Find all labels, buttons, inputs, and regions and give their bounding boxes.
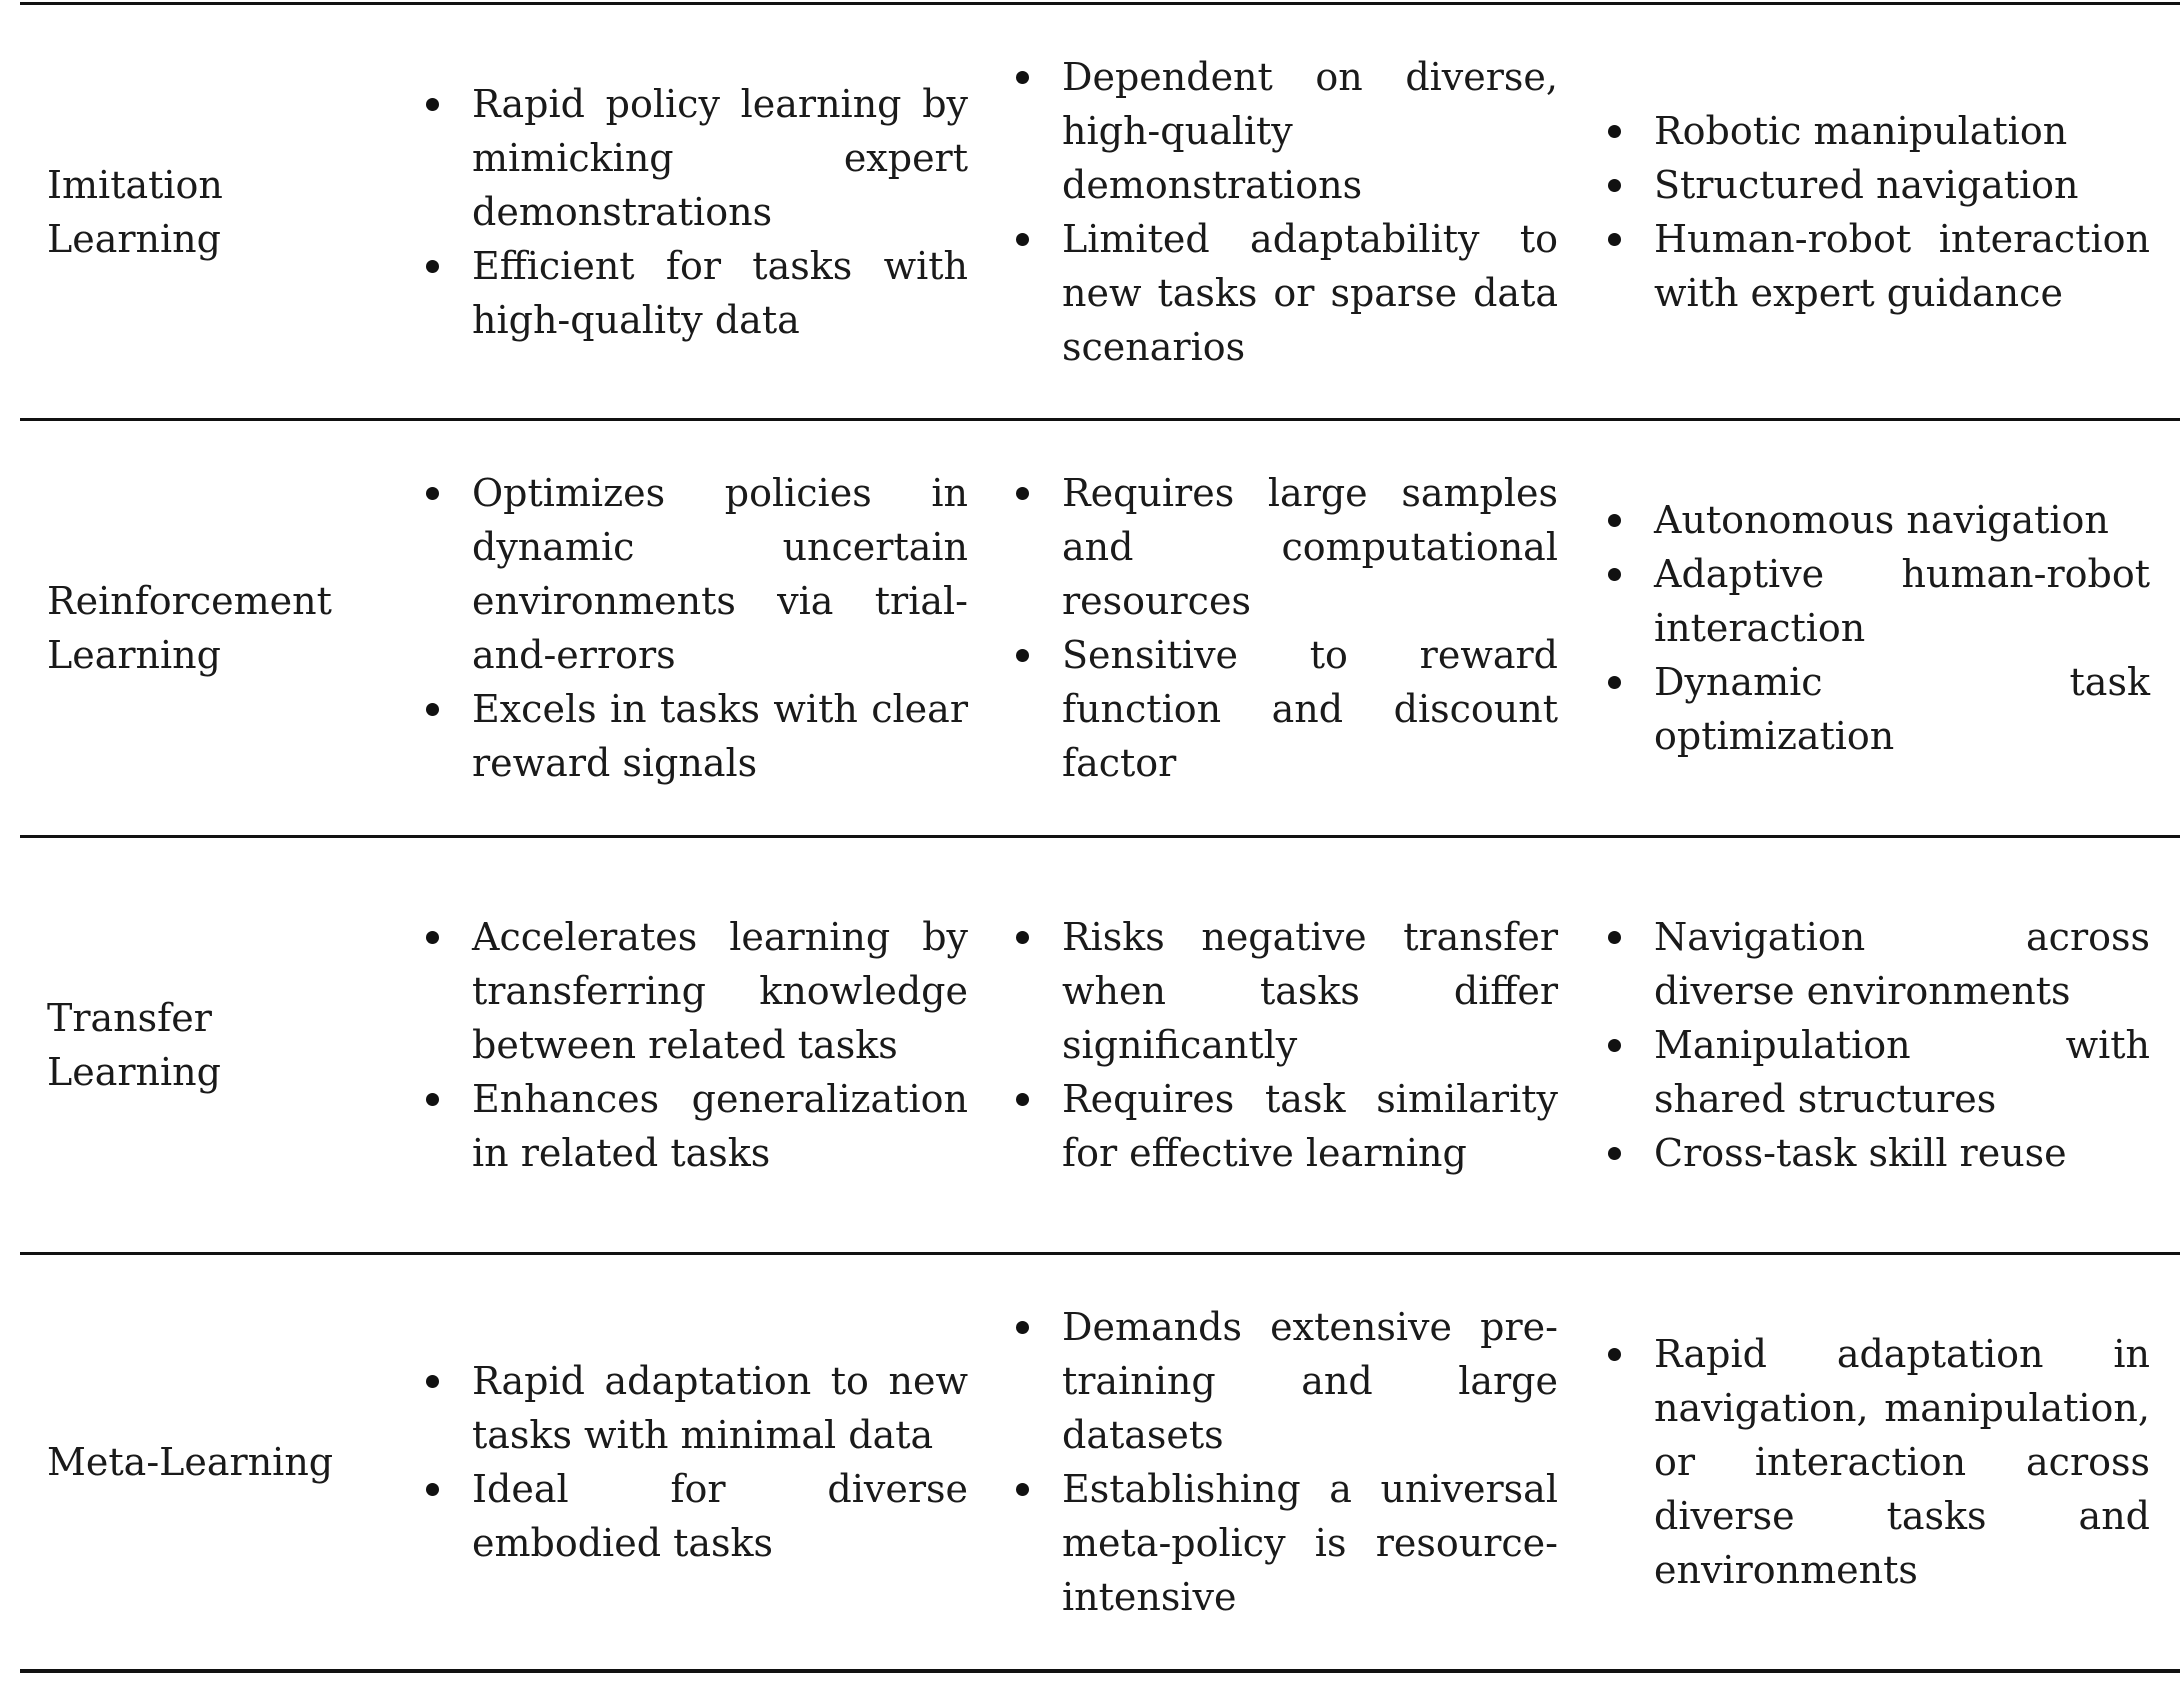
bullet-icon (1016, 1321, 1029, 1334)
application-text: Robotic manipulation (1654, 109, 2068, 153)
bullet-icon (426, 1375, 439, 1388)
advantage-text: Optimizes policies in dynamic uncertain environments via trial-and-errors (472, 471, 968, 677)
list-item (1012, 1072, 1558, 1180)
bullet-icon (1016, 649, 1029, 662)
limitation-text: Demands extensive pre-training and large datasets (1062, 1305, 1558, 1457)
list-item (1604, 1126, 2150, 1180)
applications-cell (1604, 421, 2150, 835)
limitations-cell (1012, 5, 1558, 419)
advantages-list (422, 1354, 968, 1570)
list-item (422, 682, 968, 790)
list-item (1012, 1300, 1558, 1462)
application-text: Human-robot interaction with expert guidance (1654, 217, 2150, 315)
advantage-text: Accelerates learning by transferring knowledge between related tasks (472, 915, 968, 1067)
bullet-icon (1608, 1147, 1621, 1160)
bullet-icon (1016, 1483, 1029, 1496)
list-item (1012, 212, 1558, 374)
applications-list (1604, 493, 2150, 763)
list-item (1012, 466, 1558, 628)
applications-list (1604, 1327, 2150, 1597)
bullet-icon (1608, 676, 1621, 689)
application-text: Cross-task skill reuse (1654, 1131, 2067, 1175)
advantages-list (422, 466, 968, 790)
list-item (422, 77, 968, 239)
application-text: Manipulation with shared structures (1654, 1023, 2150, 1121)
list-item (422, 1072, 968, 1180)
list-item (422, 1354, 968, 1462)
list-item (422, 910, 968, 1072)
bullet-icon (426, 487, 439, 500)
applications-list (1604, 104, 2150, 320)
limitation-text: Sensitive to reward function and discount factor (1062, 633, 1558, 785)
bullet-icon (426, 98, 439, 111)
method-cell (47, 421, 387, 835)
method-name: Transfer Learning (47, 996, 221, 1094)
bullet-icon (426, 1093, 439, 1106)
application-text: Adaptive human-robot interaction (1654, 552, 2150, 650)
list-item (1604, 1327, 2150, 1597)
list-item (1604, 547, 2150, 655)
bullet-icon (1608, 179, 1621, 192)
applications-cell (1604, 838, 2150, 1252)
advantages-list (422, 77, 968, 347)
advantage-text: Rapid adaptation to new tasks with minimal data (472, 1359, 968, 1457)
method-cell (47, 838, 387, 1252)
bullet-icon (1608, 931, 1621, 944)
list-item (422, 239, 968, 347)
advantages-list (422, 910, 968, 1180)
list-item (1604, 655, 2150, 763)
list-item (1012, 910, 1558, 1072)
bullet-icon (1016, 487, 1029, 500)
bullet-icon (426, 703, 439, 716)
table-row (0, 421, 2184, 835)
applications-list (1604, 910, 2150, 1180)
advantages-cell (422, 5, 968, 419)
bullet-icon (1608, 1039, 1621, 1052)
table-row (0, 5, 2184, 419)
limitations-list (1012, 466, 1558, 790)
advantage-text: Ideal for diverse embodied tasks (472, 1467, 968, 1565)
limitations-list (1012, 910, 1558, 1180)
applications-cell (1604, 1255, 2150, 1669)
table-row (0, 838, 2184, 1252)
bullet-icon (1608, 514, 1621, 527)
advantage-text: Rapid policy learning by mimicking expert demonstrations (472, 82, 968, 234)
bullet-icon (1016, 233, 1029, 246)
method-cell (47, 1255, 387, 1669)
limitation-text: Requires task similarity for effective learning (1062, 1077, 1558, 1175)
bullet-icon (1016, 931, 1029, 944)
application-text: Navigation across diverse environments (1654, 915, 2150, 1013)
limitations-list (1012, 50, 1558, 374)
limitation-text: Requires large samples and computational resources (1062, 471, 1558, 623)
limitation-text: Limited adaptability to new tasks or sparse data scenarios (1062, 217, 1558, 369)
limitations-cell (1012, 421, 1558, 835)
list-item (1604, 1018, 2150, 1126)
bullet-icon (426, 931, 439, 944)
method-name: Meta-Learning (47, 1440, 334, 1484)
method-name: Imitation Learning (47, 163, 223, 261)
advantages-cell (422, 838, 968, 1252)
bullet-icon (1608, 568, 1621, 581)
limitation-text: Dependent on diverse, high-quality demonstrations (1062, 55, 1558, 207)
list-item (1604, 910, 2150, 1018)
limitations-cell (1012, 838, 1558, 1252)
list-item (1604, 493, 2150, 547)
list-item (1604, 212, 2150, 320)
list-item (1604, 158, 2150, 212)
list-item (1012, 628, 1558, 790)
advantages-cell (422, 421, 968, 835)
list-item (1604, 104, 2150, 158)
limitations-list (1012, 1300, 1558, 1624)
advantage-text: Excels in tasks with clear reward signals (472, 687, 968, 785)
limitation-text: Establishing a universal meta-policy is resource-intensive (1062, 1467, 1558, 1619)
bullet-icon (1016, 71, 1029, 84)
bullet-icon (1016, 1093, 1029, 1106)
bullet-icon (1608, 233, 1621, 246)
advantage-text: Enhances generalization in related tasks (472, 1077, 968, 1175)
application-text: Dynamic task optimization (1654, 660, 2150, 758)
list-item (422, 466, 968, 682)
bullet-icon (426, 260, 439, 273)
list-item (1012, 1462, 1558, 1624)
list-item (422, 1462, 968, 1570)
bullet-icon (426, 1483, 439, 1496)
method-cell (47, 5, 387, 419)
application-text: Autonomous navigation (1654, 498, 2109, 542)
table-bottom-rule (20, 1669, 2180, 1673)
advantage-text: Efficient for tasks with high-quality data (472, 244, 968, 342)
applications-cell (1604, 5, 2150, 419)
list-item (1012, 50, 1558, 212)
application-text: Structured navigation (1654, 163, 2079, 207)
method-name: Reinforcement Learning (47, 579, 332, 677)
advantages-cell (422, 1255, 968, 1669)
table-row (0, 1255, 2184, 1669)
limitation-text: Risks negative transfer when tasks differ significantly (1062, 915, 1558, 1067)
bullet-icon (1608, 1348, 1621, 1361)
limitations-cell (1012, 1255, 1558, 1669)
bullet-icon (1608, 125, 1621, 138)
application-text: Rapid adaptation in navigation, manipulation, or interaction across diverse tasks and environments (1654, 1332, 2150, 1592)
